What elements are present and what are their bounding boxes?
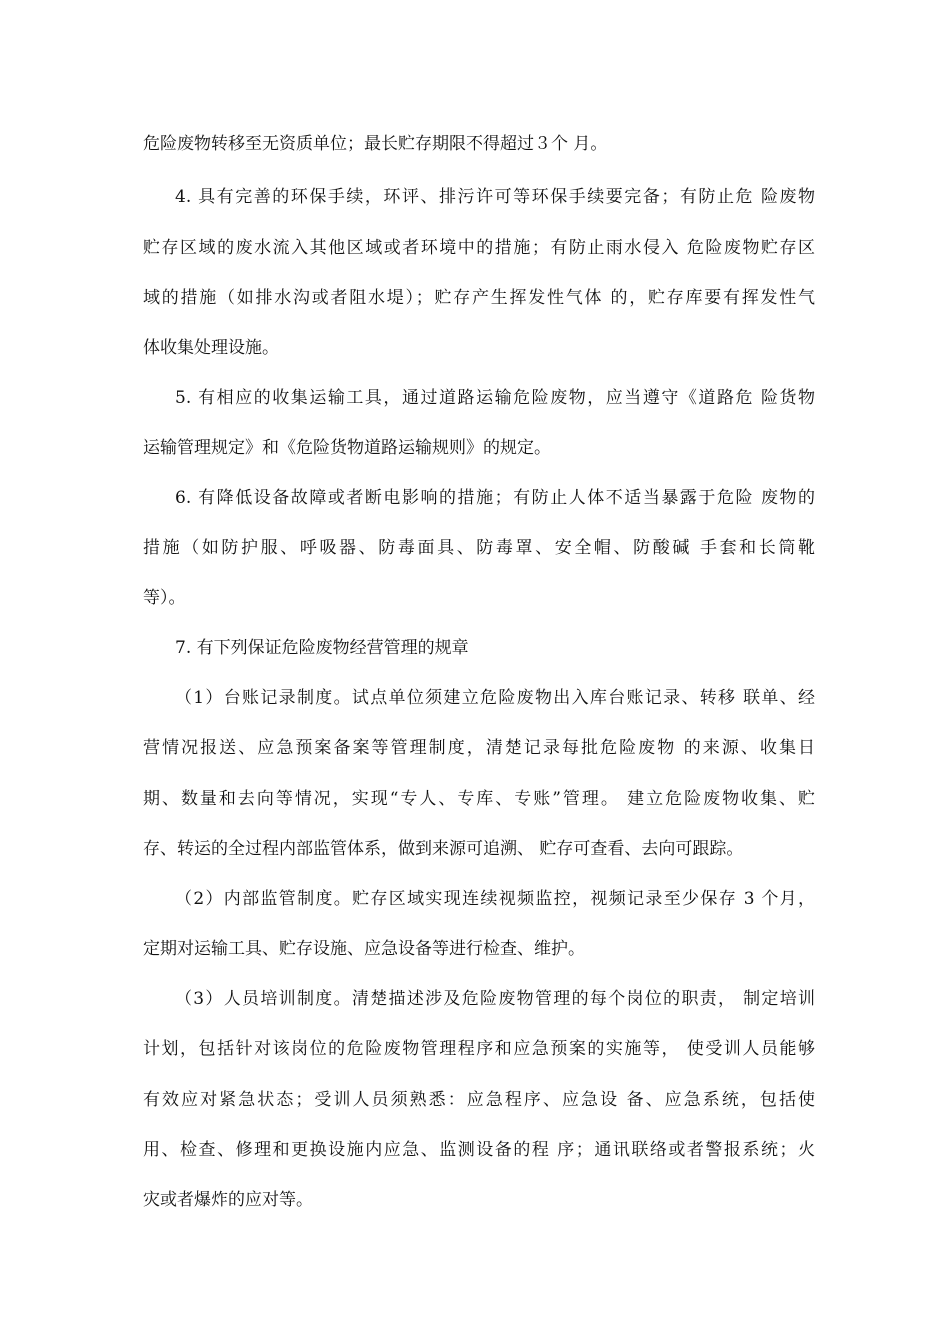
paragraph-6-line: 措施（如防护服、呼吸器、防毒面具、防毒罩、安全帽、防酸碱 手套和长筒靴 <box>143 538 815 558</box>
paragraph-7-line: 7. 有下列保证危险废物经营管理的规章 <box>175 638 469 658</box>
paragraph-7-3-line: 有效应对紧急状态；受训人员须熟悉：应急程序、应急设 备、应急系统，包括使 <box>143 1090 815 1110</box>
paragraph-7-3-line: （3）人员培训制度。清楚描述涉及危险废物管理的每个岗位的职责， 制定培训 <box>175 989 815 1009</box>
paragraph-4-line: 域的措施（如排水沟或者阻水堤）；贮存产生挥发性气体 的，贮存库要有挥发性气 <box>143 288 815 308</box>
paragraph-7-1-line: 存、转运的全过程内部监管体系，做到来源可追溯、 贮存可查看、去向可跟踪。 <box>143 839 744 859</box>
paragraph-7-3-line: 灾或者爆炸的应对等。 <box>143 1190 313 1210</box>
paragraph-7-1-line: 期、数量和去向等情况，实现“专人、专库、专账”管理。 建立危险废物收集、贮 <box>143 789 815 809</box>
paragraph-5-line: 5. 有相应的收集运输工具，通过道路运输危险废物，应当遵守《道路危 险货物 <box>175 388 815 408</box>
paragraph-7-3-line: 计划，包括针对该岗位的危险废物管理程序和应急预案的实施等， 使受训人员能够 <box>143 1039 815 1059</box>
paragraph-7-1-line: （1）台账记录制度。试点单位须建立危险废物出入库台账记录、转移 联单、经 <box>175 688 815 708</box>
paragraph-7-2-line: （2）内部监管制度。贮存区域实现连续视频监控，视频记录至少保存 3 个月， <box>175 889 815 909</box>
paragraph-7-1-line: 营情况报送、应急预案备案等管理制度，清楚记录每批危险废物 的来源、收集日 <box>143 738 815 758</box>
paragraph-6-line: 等）。 <box>143 588 186 608</box>
paragraph-7-2-line: 定期对运输工具、贮存设施、应急设备等进行检查、维护。 <box>143 939 585 959</box>
paragraph-continuation-line: 危险废物转移至无资质单位；最长贮存期限不得超过３个 月。 <box>143 134 608 154</box>
paragraph-6-line: 6. 有降低设备故障或者断电影响的措施；有防止人体不适当暴露于危险 废物的 <box>175 488 815 508</box>
paragraph-4-line: 4. 具有完善的环保手续，环评、排污许可等环保手续要完备；有防止危 险废物 <box>175 187 815 207</box>
paragraph-5-line: 运输管理规定》和《危险货物道路运输规则》的规定。 <box>143 438 551 458</box>
paragraph-7-3-line: 用、检查、修理和更换设施内应急、监测设备的程 序；通讯联络或者警报系统；火 <box>143 1140 815 1160</box>
paragraph-4-line: 体收集处理设施。 <box>143 338 279 358</box>
paragraph-4-line: 贮存区域的废水流入其他区域或者环境中的措施；有防止雨水侵入 危险废物贮存区 <box>143 238 815 258</box>
